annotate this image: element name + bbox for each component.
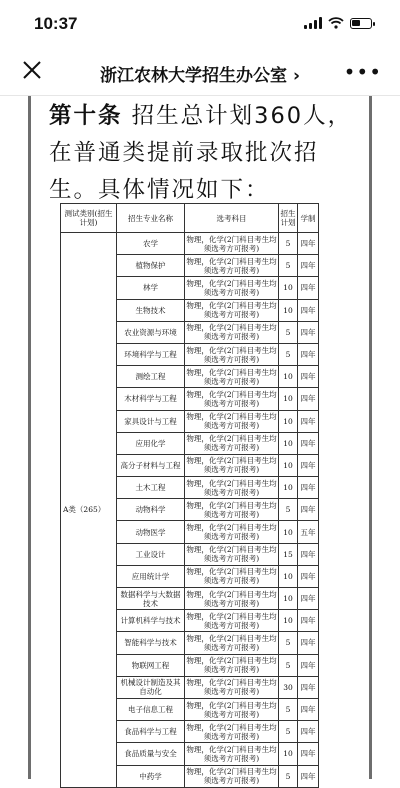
subject-cell: 物理，化学(2门科目考生均须选考方可报考) bbox=[185, 521, 279, 543]
subject-cell: 物理，化学(2门科目考生均须选考方可报考) bbox=[185, 277, 279, 299]
article-text: 招生总计划360人，在普通类提前录取批次招生。具体情况如下： bbox=[49, 103, 353, 203]
years-cell: 四年 bbox=[298, 366, 319, 388]
subject-cell: 物理，化学(2门科目考生均须选考方可报考) bbox=[185, 676, 279, 698]
article-body bbox=[28, 96, 372, 786]
major-cell: 农学 bbox=[117, 233, 185, 255]
years-cell: 四年 bbox=[298, 477, 319, 499]
header-plan: 招生计划 bbox=[279, 204, 298, 233]
header-category: 测试类别(招生计划) bbox=[61, 204, 117, 233]
years-cell: 四年 bbox=[298, 676, 319, 698]
article-heading: 第十条 bbox=[49, 103, 123, 129]
years-cell: 四年 bbox=[298, 410, 319, 432]
subject-cell: 物理，化学(2门科目考生均须选考方可报考) bbox=[185, 477, 279, 499]
subject-cell: 物理，化学(2门科目考生均须选考方可报考) bbox=[185, 565, 279, 587]
plan-cell: 5 bbox=[279, 721, 298, 743]
years-cell: 四年 bbox=[298, 543, 319, 565]
major-cell: 电子信息工程 bbox=[117, 698, 185, 720]
subject-cell: 物理，化学(2门科目考生均须选考方可报考) bbox=[185, 410, 279, 432]
subject-cell: 物理，化学(2门科目考生均须选考方可报考) bbox=[185, 388, 279, 410]
years-cell: 四年 bbox=[298, 565, 319, 587]
major-cell: 数据科学与大数据技术 bbox=[117, 588, 185, 610]
plan-cell: 10 bbox=[279, 477, 298, 499]
plan-cell: 5 bbox=[279, 698, 298, 720]
plan-cell: 10 bbox=[279, 743, 298, 765]
years-cell: 四年 bbox=[298, 299, 319, 321]
years-cell: 四年 bbox=[298, 721, 319, 743]
years-cell: 四年 bbox=[298, 698, 319, 720]
plan-cell: 5 bbox=[279, 632, 298, 654]
account-title-link[interactable] bbox=[0, 61, 400, 86]
years-cell: 四年 bbox=[298, 277, 319, 299]
subject-cell: 物理，化学(2门科目考生均须选考方可报考) bbox=[185, 321, 279, 343]
plan-cell: 5 bbox=[279, 765, 298, 787]
major-cell: 木材科学与工程 bbox=[117, 388, 185, 410]
major-cell: 计算机科学与技术 bbox=[117, 610, 185, 632]
major-cell: 生物技术 bbox=[117, 299, 185, 321]
plan-cell: 10 bbox=[279, 454, 298, 476]
major-cell: 林学 bbox=[117, 277, 185, 299]
major-cell: 物联网工程 bbox=[117, 654, 185, 676]
subject-cell: 物理，化学(2门科目考生均须选考方可报考) bbox=[185, 299, 279, 321]
signal-icon bbox=[304, 17, 322, 29]
major-cell: 智能科学与技术 bbox=[117, 632, 185, 654]
major-cell: 动物医学 bbox=[117, 521, 185, 543]
years-cell: 四年 bbox=[298, 588, 319, 610]
major-cell: 工业设计 bbox=[117, 543, 185, 565]
plan-cell: 30 bbox=[279, 676, 298, 698]
status-bar bbox=[0, 0, 400, 48]
table-row bbox=[61, 233, 319, 255]
years-cell: 五年 bbox=[298, 521, 319, 543]
plan-cell: 10 bbox=[279, 410, 298, 432]
years-cell: 四年 bbox=[298, 343, 319, 365]
subject-cell: 物理，化学(2门科目考生均须选考方可报考) bbox=[185, 343, 279, 365]
major-cell: 环境科学与工程 bbox=[117, 343, 185, 365]
years-cell: 四年 bbox=[298, 432, 319, 454]
major-cell: 中药学 bbox=[117, 765, 185, 787]
plan-cell: 10 bbox=[279, 366, 298, 388]
plan-cell: 10 bbox=[279, 565, 298, 587]
table-body bbox=[61, 233, 319, 788]
article-paragraph bbox=[49, 98, 359, 209]
battery-icon bbox=[350, 18, 372, 29]
plan-cell: 5 bbox=[279, 343, 298, 365]
plan-cell: 10 bbox=[279, 521, 298, 543]
plan-cell: 5 bbox=[279, 321, 298, 343]
subject-cell: 物理，化学(2门科目考生均须选考方可报考) bbox=[185, 698, 279, 720]
major-cell: 应用统计学 bbox=[117, 565, 185, 587]
more-icon: ••• bbox=[343, 60, 382, 84]
years-cell: 四年 bbox=[298, 632, 319, 654]
years-cell: 四年 bbox=[298, 255, 319, 277]
subject-cell: 物理，化学(2门科目考生均须选考方可报考) bbox=[185, 654, 279, 676]
years-cell: 四年 bbox=[298, 743, 319, 765]
category-cell: A类（265） bbox=[61, 233, 117, 788]
years-cell: 四年 bbox=[298, 233, 319, 255]
subject-cell: 物理，化学(2门科目考生均须选考方可报考) bbox=[185, 499, 279, 521]
major-cell: 植物保护 bbox=[117, 255, 185, 277]
years-cell: 四年 bbox=[298, 499, 319, 521]
years-cell: 四年 bbox=[298, 321, 319, 343]
header-years: 学制 bbox=[298, 204, 319, 233]
header-subject: 选考科目 bbox=[185, 204, 279, 233]
years-cell: 四年 bbox=[298, 654, 319, 676]
subject-cell: 物理，化学(2门科目考生均须选考方可报考) bbox=[185, 610, 279, 632]
years-cell: 四年 bbox=[298, 610, 319, 632]
major-cell: 土木工程 bbox=[117, 477, 185, 499]
subject-cell: 物理，化学(2门科目考生均须选考方可报考) bbox=[185, 743, 279, 765]
plan-cell: 10 bbox=[279, 610, 298, 632]
major-cell: 食品科学与工程 bbox=[117, 721, 185, 743]
major-cell: 动物科学 bbox=[117, 499, 185, 521]
chevron-right-icon: › bbox=[292, 66, 300, 86]
major-cell: 机械设计制造及其自动化 bbox=[117, 676, 185, 698]
subject-cell: 物理，化学(2门科目考生均须选考方可报考) bbox=[185, 765, 279, 787]
subject-cell: 物理，化学(2门科目考生均须选考方可报考) bbox=[185, 366, 279, 388]
header-major: 招生专业名称 bbox=[117, 204, 185, 233]
nav-bar bbox=[0, 48, 400, 96]
plan-cell: 5 bbox=[279, 233, 298, 255]
major-cell: 应用化学 bbox=[117, 432, 185, 454]
more-button[interactable] bbox=[344, 60, 382, 84]
subject-cell: 物理，化学(2门科目考生均须选考方可报考) bbox=[185, 632, 279, 654]
years-cell: 四年 bbox=[298, 765, 319, 787]
plan-cell: 15 bbox=[279, 543, 298, 565]
subject-cell: 物理，化学(2门科目考生均须选考方可报考) bbox=[185, 588, 279, 610]
subject-cell: 物理，化学(2门科目考生均须选考方可报考) bbox=[185, 543, 279, 565]
years-cell: 四年 bbox=[298, 388, 319, 410]
plan-cell: 10 bbox=[279, 388, 298, 410]
major-cell: 测绘工程 bbox=[117, 366, 185, 388]
plan-cell: 10 bbox=[279, 432, 298, 454]
subject-cell: 物理，化学(2门科目考生均须选考方可报考) bbox=[185, 454, 279, 476]
account-title: 浙江农林大学招生办公室 bbox=[100, 66, 288, 86]
plan-cell: 5 bbox=[279, 654, 298, 676]
plan-cell: 10 bbox=[279, 299, 298, 321]
major-cell: 家具设计与工程 bbox=[117, 410, 185, 432]
major-cell: 高分子材料与工程 bbox=[117, 454, 185, 476]
major-cell: 食品质量与安全 bbox=[117, 743, 185, 765]
wifi-icon bbox=[328, 17, 344, 29]
subject-cell: 物理，化学(2门科目考生均须选考方可报考) bbox=[185, 255, 279, 277]
subject-cell: 物理，化学(2门科目考生均须选考方可报考) bbox=[185, 233, 279, 255]
years-cell: 四年 bbox=[298, 454, 319, 476]
status-icons bbox=[304, 17, 372, 29]
plan-cell: 10 bbox=[279, 588, 298, 610]
plan-cell: 5 bbox=[279, 499, 298, 521]
admission-table bbox=[60, 203, 319, 788]
subject-cell: 物理，化学(2门科目考生均须选考方可报考) bbox=[185, 721, 279, 743]
major-cell: 农业资源与环境 bbox=[117, 321, 185, 343]
plan-cell: 10 bbox=[279, 277, 298, 299]
plan-cell: 5 bbox=[279, 255, 298, 277]
status-time: 10:37 bbox=[34, 14, 78, 33]
subject-cell: 物理，化学(2门科目考生均须选考方可报考) bbox=[185, 432, 279, 454]
